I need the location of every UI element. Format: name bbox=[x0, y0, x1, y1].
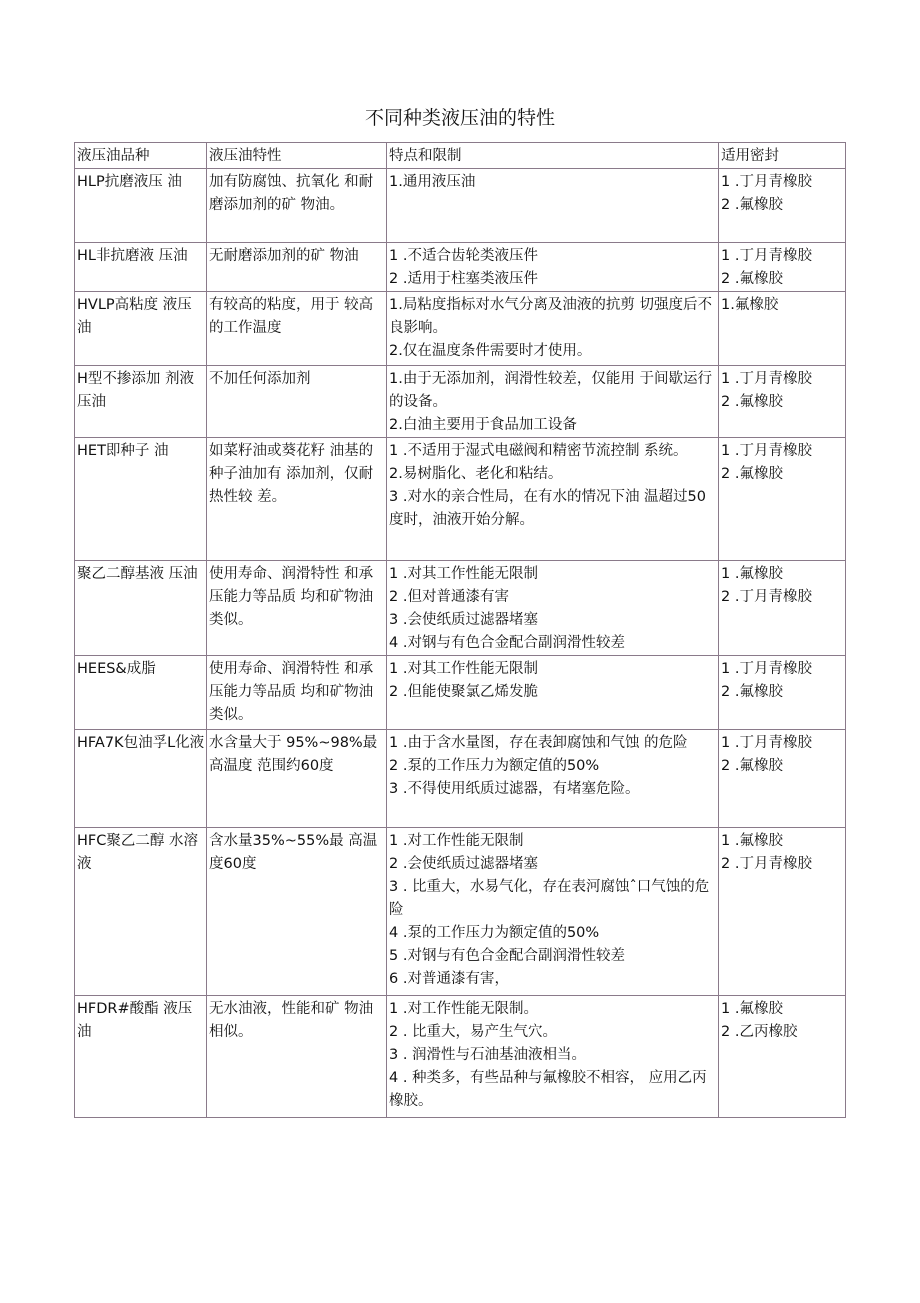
limit-item: 2.仅在温度条件需要时才使用。 bbox=[389, 343, 592, 359]
limit-item: 1.由于无添加剂，润滑性较差，仅能用 于间歇运行的设备。 bbox=[389, 371, 712, 410]
limit-item: 5 .对钢与有色合金配合副润滑性较差 bbox=[389, 948, 625, 964]
document-title: 不同种类液压油的特性 bbox=[364, 107, 555, 129]
seal-item: 2 .丁月青橡胶 bbox=[721, 856, 812, 872]
oil-type-cell: 聚乙二醇基液 压油 bbox=[75, 561, 207, 656]
limit-item: 3 .会使纸质过滤器堵塞 bbox=[389, 612, 538, 628]
oil-properties-cell: 使用寿命、润滑特性 和承压能力等品质 均和矿物油类似。 bbox=[207, 561, 387, 656]
oil-type-cell: HFA7K包油孚L化液 bbox=[75, 730, 207, 828]
seals-cell bbox=[719, 366, 846, 438]
features-limits-cell bbox=[387, 561, 719, 656]
oil-type-cell: HEES&成脂 bbox=[75, 656, 207, 730]
seals-cell bbox=[719, 730, 846, 828]
seals-cell bbox=[719, 438, 846, 561]
limit-item: 1 .对其工作性能无限制 bbox=[389, 661, 538, 677]
seals-cell bbox=[719, 996, 846, 1118]
limit-item: 4 . 种类多，有些品种与氟橡胶不相容， 应用乙丙橡胶。 bbox=[389, 1070, 707, 1109]
seal-item: 2 .丁月青橡胶 bbox=[721, 589, 812, 605]
seal-item: 2 .氟橡胶 bbox=[721, 394, 783, 410]
seals-cell bbox=[719, 292, 846, 366]
header-oil-properties: 液压油特性 bbox=[207, 143, 387, 169]
table-row bbox=[75, 996, 846, 1118]
features-limits-cell bbox=[387, 996, 719, 1118]
seal-item: 1 .丁月青橡胶 bbox=[721, 443, 812, 459]
table-row bbox=[75, 243, 846, 292]
table-row bbox=[75, 656, 846, 730]
header-seals: 适用密封 bbox=[719, 143, 846, 169]
seal-item: 1 .氟橡胶 bbox=[721, 566, 783, 582]
oil-properties-cell: 无水油液，性能和矿 物油相似。 bbox=[207, 996, 387, 1118]
header-oil-type: 液压油品种 bbox=[75, 143, 207, 169]
limit-item: 1 .不适用于湿式电磁阀和精密节流控制 系统。 bbox=[389, 443, 688, 459]
features-limits-cell bbox=[387, 292, 719, 366]
features-limits-cell bbox=[387, 169, 719, 243]
oil-properties-cell: 如菜籽油或葵花籽 油基的种子油加有 添加剂，仅耐热性较 差。 bbox=[207, 438, 387, 561]
oil-type-cell: HFDR#酸酯 液压油 bbox=[75, 996, 207, 1118]
oil-properties-cell: 无耐磨添加剂的矿 物油 bbox=[207, 243, 387, 292]
oil-type-cell: HL非抗磨液 压油 bbox=[75, 243, 207, 292]
limit-item: 1.局粘度指标对水气分离及油液的抗剪 切强度后不良影响。 bbox=[389, 297, 712, 336]
seal-item: 1 .氟橡胶 bbox=[721, 833, 783, 849]
limit-item: 3 . 比重大，水易气化，存在表河腐蚀ˆ口气蚀的危险 bbox=[389, 879, 710, 918]
seal-item: 1 .丁月青橡胶 bbox=[721, 735, 812, 751]
limit-item: 1 .对工作性能无限制 bbox=[389, 833, 524, 849]
seals-cell bbox=[719, 561, 846, 656]
oil-properties-cell: 不加任何添加剂 bbox=[207, 366, 387, 438]
seal-item: 2 .乙丙橡胶 bbox=[721, 1024, 798, 1040]
seal-item: 2 .氟橡胶 bbox=[721, 271, 783, 287]
seals-cell bbox=[719, 828, 846, 996]
limit-item: 1 .不适合齿轮类液压件 bbox=[389, 248, 538, 264]
seal-item: 1 .丁月青橡胶 bbox=[721, 248, 812, 264]
limit-item: 3 .对水的亲合性局，在有水的情况下油 温超过50度时，油液开始分解。 bbox=[389, 489, 707, 528]
limit-item: 3 . 润滑性与石油基油液相当。 bbox=[389, 1047, 587, 1063]
features-limits-cell bbox=[387, 656, 719, 730]
limit-item: 2.白油主要用于食品加工设备 bbox=[389, 417, 577, 433]
seal-item: 1 .丁月青橡胶 bbox=[721, 371, 812, 387]
seal-item: 2 .氟橡胶 bbox=[721, 758, 783, 774]
header-features-limits: 特点和限制 bbox=[387, 143, 719, 169]
features-limits-cell bbox=[387, 366, 719, 438]
table-header-row bbox=[75, 143, 846, 169]
oil-properties-cell: 有较高的粘度，用于 较高的工作温度 bbox=[207, 292, 387, 366]
limit-item: 6 .对普通漆有害， bbox=[389, 971, 509, 987]
seal-item: 2 .氟橡胶 bbox=[721, 197, 783, 213]
table-row bbox=[75, 169, 846, 243]
features-limits-cell bbox=[387, 438, 719, 561]
seals-cell bbox=[719, 656, 846, 730]
seals-cell bbox=[719, 169, 846, 243]
table-row bbox=[75, 828, 846, 996]
limit-item: 2 .但能使聚氯乙烯发脆 bbox=[389, 684, 538, 700]
oil-properties-cell: 加有防腐蚀、抗氧化 和耐磨添加剂的矿 物油。 bbox=[207, 169, 387, 243]
features-limits-cell bbox=[387, 730, 719, 828]
oil-properties-cell: 水含量大于 95%~98%最高温度 范围约60度 bbox=[207, 730, 387, 828]
seal-item: 1 .氟橡胶 bbox=[721, 1001, 783, 1017]
oil-properties-cell: 使用寿命、润滑特性 和承压能力等品质 均和矿物油类似。 bbox=[207, 656, 387, 730]
limit-item: 1.通用液压油 bbox=[389, 174, 476, 190]
oil-type-cell: HVLP高粘度 液压油 bbox=[75, 292, 207, 366]
oil-type-cell: HFC聚乙二醇 水溶液 bbox=[75, 828, 207, 996]
limit-item: 4 .对钢与有色合金配合副润滑性较差 bbox=[389, 635, 625, 651]
table-row bbox=[75, 366, 846, 438]
seal-item: 1.氟橡胶 bbox=[721, 297, 779, 313]
limit-item: 3 .不得使用纸质过滤器，有堵塞危险。 bbox=[389, 781, 640, 797]
hydraulic-oil-table bbox=[74, 142, 846, 1118]
limit-item: 1 .由于含水量图，存在表卸腐蚀和气蚀 的危险 bbox=[389, 735, 688, 751]
seals-cell bbox=[719, 243, 846, 292]
table-row bbox=[75, 438, 846, 561]
features-limits-cell bbox=[387, 243, 719, 292]
seal-item: 1 .丁月青橡胶 bbox=[721, 661, 812, 677]
seal-item: 1 .丁月青橡胶 bbox=[721, 174, 812, 190]
features-limits-cell bbox=[387, 828, 719, 996]
limit-item: 2 .泵的工作压力为额定值的50% bbox=[389, 758, 600, 774]
limit-item: 2 .适用于柱塞类液压件 bbox=[389, 271, 538, 287]
limit-item: 2 .会使纸质过滤器堵塞 bbox=[389, 856, 538, 872]
table-row bbox=[75, 561, 846, 656]
seal-item: 2 .氟橡胶 bbox=[721, 466, 783, 482]
table-row bbox=[75, 292, 846, 366]
limit-item: 1 .对工作性能无限制。 bbox=[389, 1001, 538, 1017]
oil-type-cell: HET即种子 油 bbox=[75, 438, 207, 561]
oil-properties-cell: 含水量35%~55%最 高温度60度 bbox=[207, 828, 387, 996]
limit-item: 2 .但对普通漆有害 bbox=[389, 589, 509, 605]
oil-type-cell: HLP抗磨液压 油 bbox=[75, 169, 207, 243]
limit-item: 2 . 比重大，易产生气穴。 bbox=[389, 1024, 558, 1040]
limit-item: 1 .对其工作性能无限制 bbox=[389, 566, 538, 582]
limit-item: 2.易树脂化、老化和粘结。 bbox=[389, 466, 563, 482]
table-row bbox=[75, 730, 846, 828]
limit-item: 4 .泵的工作压力为额定值的50% bbox=[389, 925, 600, 941]
oil-type-cell: H型不掺添加 剂液压油 bbox=[75, 366, 207, 438]
seal-item: 2 .氟橡胶 bbox=[721, 684, 783, 700]
